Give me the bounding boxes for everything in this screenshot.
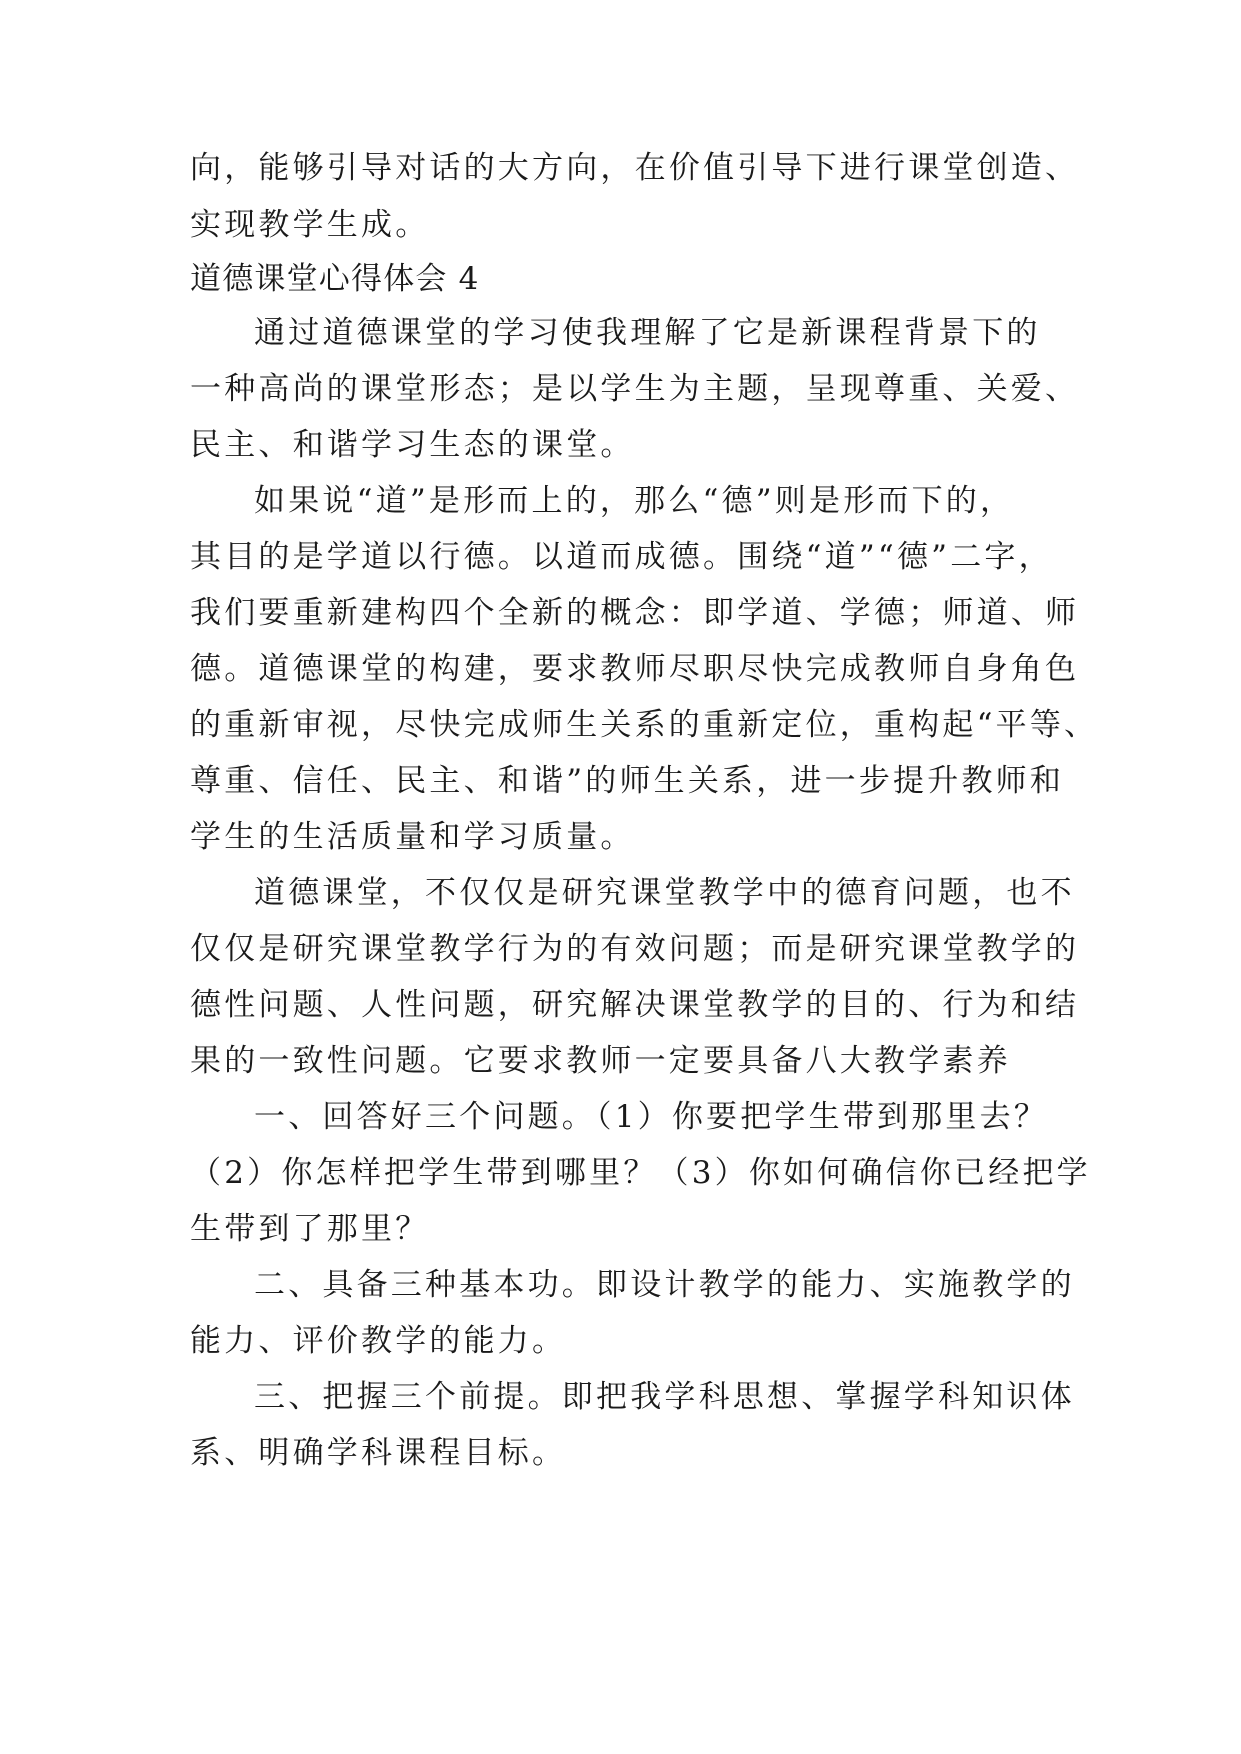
paragraph-1-line-3: 民主、和谐学习生态的课堂。 [190, 427, 635, 463]
paragraph-2-line-7: 学生的生活质量和学习质量。 [190, 819, 635, 855]
item-1-line-2: （2）你怎样把学生带到哪里？（3）你如何确信你已经把学 [190, 1155, 1091, 1191]
paragraph-3-line-2: 仅仅是研究课堂教学行为的有效问题；而是研究课堂教学的 [190, 931, 1080, 967]
paragraph-2-line-3: 我们要重新建构四个全新的概念：即学道、学德；师道、师 [190, 595, 1080, 631]
item-2-line-2: 能力、评价教学的能力。 [190, 1323, 567, 1359]
paragraph-2-line-4: 德。道德课堂的构建，要求教师尽职尽快完成教师自身角色 [190, 651, 1080, 687]
paragraph-3-line-4: 果的一致性问题。它要求教师一定要具备八大教学素养 [190, 1043, 1011, 1079]
paragraph-3-line-3: 德性问题、人性问题，研究解决课堂教学的目的、行为和结 [190, 987, 1080, 1023]
item-1-line-3: 生带到了那里？ [190, 1211, 430, 1247]
paragraph-2-line-5: 的重新审视，尽快完成师生关系的重新定位，重构起“平等、 [190, 707, 1099, 743]
item-1-line-1: 一、回答好三个问题。（1）你要把学生带到那里去？ [254, 1099, 1049, 1135]
paragraph-2-line-6: 尊重、信任、民主、和谐”的师生关系，进一步提升教师和 [190, 763, 1065, 799]
paragraph-3-line-1: 道德课堂，不仅仅是研究课堂教学中的德育问题，也不 [254, 875, 1075, 911]
item-2-line-1: 二、具备三种基本功。即设计教学的能力、实施教学的 [254, 1267, 1075, 1303]
item-3-line-2: 系、明确学科课程目标。 [190, 1435, 567, 1471]
section-heading: 道德课堂心得体会 4 [190, 261, 480, 297]
text-line-2: 实现教学生成。 [190, 207, 430, 243]
paragraph-2-line-2: 其目的是学道以行德。以道而成德。围绕“道”“德”二字， [190, 539, 1053, 575]
paragraph-1-line-1: 通过道德课堂的学习使我理解了它是新课程背景下的 [254, 315, 1041, 351]
paragraph-1-line-2: 一种高尚的课堂形态；是以学生为主题，呈现尊重、关爱、 [190, 371, 1080, 407]
item-3-line-1: 三、把握三个前提。即把我学科思想、掌握学科知识体 [254, 1379, 1075, 1415]
paragraph-2-line-1: 如果说“道”是形而上的，那么“德”则是形而下的， [254, 483, 1015, 519]
text-line-1: 向，能够引导对话的大方向，在价值引导下进行课堂创造、 [190, 150, 1080, 186]
